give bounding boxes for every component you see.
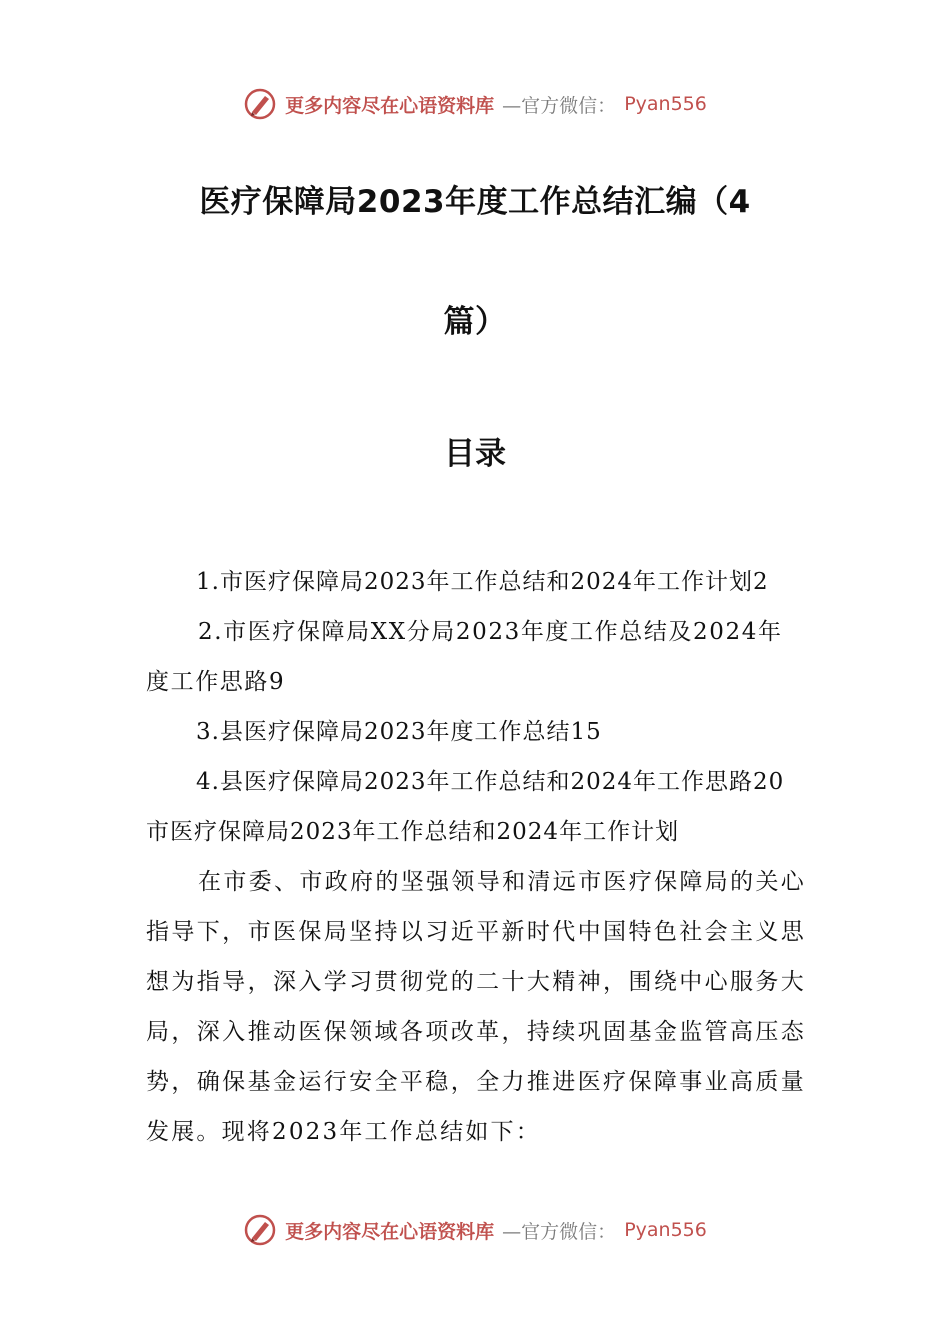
pen-logo-icon [243,1213,277,1247]
section-title: 市医疗保障局2023年工作总结和2024年工作计划 [146,819,680,845]
pen-logo-icon [243,87,277,121]
toc-item[interactable]: 1.市医疗保障局2023年工作总结和2024年工作计划2 [196,569,769,595]
toc-item[interactable]: 2.市医疗保障局XX分局2023年度工作总结及2024年度工作思路9 [146,619,783,695]
watermark-label: —官方微信： [502,1220,617,1243]
toc-heading: 目录 [444,436,506,472]
watermark-label: —官方微信： [502,94,617,117]
document-title-line1: 医疗保障局2023年度工作总结汇编（4 [199,184,751,220]
footer-watermark [0,1210,950,1250]
toc-item[interactable]: 3.县医疗保障局2023年度工作总结15 [196,719,602,745]
watermark-brand: 更多内容尽在心语资料库 [285,1220,495,1243]
body-paragraph: 在市委、市政府的坚强领导和清远市医疗保障局的关心指导下，市医保局坚持以习近平新时代中国特色社会主义思想为指导，深入学习贯彻党的二十大精神，围绕中心服务大局，深入推动医保领域各项改革，持续巩固基金监管高压态势，确保基金运行安全平稳，全力推进医疗保障事业高质量发展。现将2023年工作总结如下： [146,869,806,1145]
toc-item[interactable]: 4.县医疗保障局2023年工作总结和2024年工作思路20 [196,769,785,795]
header-watermark [0,84,950,124]
watermark-wechat: Pyan556 [624,1219,707,1241]
watermark-wechat: Pyan556 [624,93,707,115]
document-title-line2: 篇） [443,304,507,340]
watermark-brand: 更多内容尽在心语资料库 [285,94,495,117]
